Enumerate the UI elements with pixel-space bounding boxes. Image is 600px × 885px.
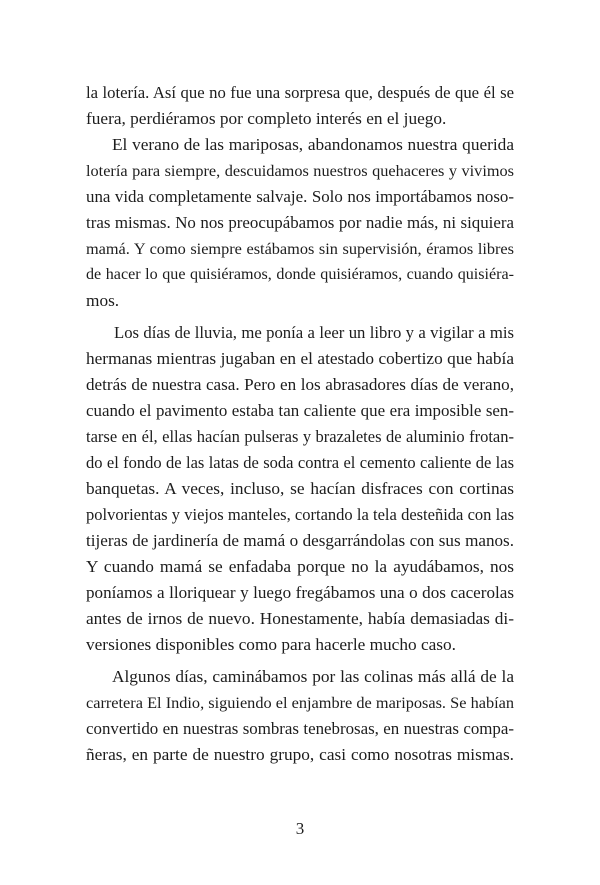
text-line: mamá. Y como siempre estábamos sin supervisión, éramos libres	[86, 239, 514, 258]
text-line: polvorientas y viejos manteles, cortando la tela desteñida con las	[86, 505, 514, 524]
text-line: carretera El Indio, siguiendo el enjambre de mariposas. Se habían	[86, 693, 514, 712]
text-line: tijeras de jardinería de mamá o desgarrándolas con sus manos.	[86, 531, 514, 550]
text-line: fuera, perdiéramos por completo interés en el juego.	[86, 109, 447, 128]
text-line: ñeras, en parte de nuestro grupo, casi como nosotras mismas.	[86, 745, 514, 764]
text-line: tarse en él, ellas hacían pulseras y brazaletes de aluminio frotan-	[86, 427, 514, 446]
text-line: de hacer lo que quisiéramos, donde quisiéramos, cuando quisiéra-	[86, 266, 514, 283]
text-line: una vida completamente salvaje. Solo nos importábamos noso-	[86, 187, 514, 206]
text-line: convertido en nuestras sombras tenebrosas, en nuestras compa-	[86, 719, 514, 738]
text-line: la lotería. Así que no fue una sorpresa que, después de que él se	[86, 83, 514, 102]
text-line: Y cuando mamá se enfadaba porque no la ayudábamos, nos	[86, 557, 514, 576]
text-line: El verano de las mariposas, abandonamos nuestra querida	[112, 135, 514, 154]
text-line: hermanas mientras jugaban en el atestado cobertizo que había	[86, 349, 514, 368]
text-line: antes de irnos de nuevo. Honestamente, había demasiadas di-	[86, 609, 514, 628]
text-line: versiones disponibles como para hacerle mucho caso.	[86, 635, 456, 654]
text-line: banquetas. A veces, incluso, se hacían disfraces con cortinas	[86, 479, 514, 498]
text-line: poníamos a lloriquear y luego fregábamos una o dos cacerolas	[86, 583, 514, 602]
page-number: 3	[295, 819, 305, 838]
text-line: mos.	[86, 291, 120, 310]
text-line: Los días de lluvia, me ponía a leer un libro y a vigilar a mis	[114, 323, 514, 342]
text-line: cuando el pavimento estaba tan caliente que era imposible sen-	[86, 401, 514, 420]
text-line: detrás de nuestra casa. Pero en los abrasadores días de verano,	[86, 375, 514, 394]
text-line: tras mismas. No nos preocupábamos por nadie más, ni siquiera	[86, 213, 514, 232]
text-line: lotería para siempre, descuidamos nuestros quehaceres y vivimos	[86, 161, 514, 180]
text-line: do el fondo de las latas de soda contra el cemento caliente de las	[86, 453, 514, 472]
text-line: Algunos días, caminábamos por las colinas más allá de la	[112, 667, 514, 686]
